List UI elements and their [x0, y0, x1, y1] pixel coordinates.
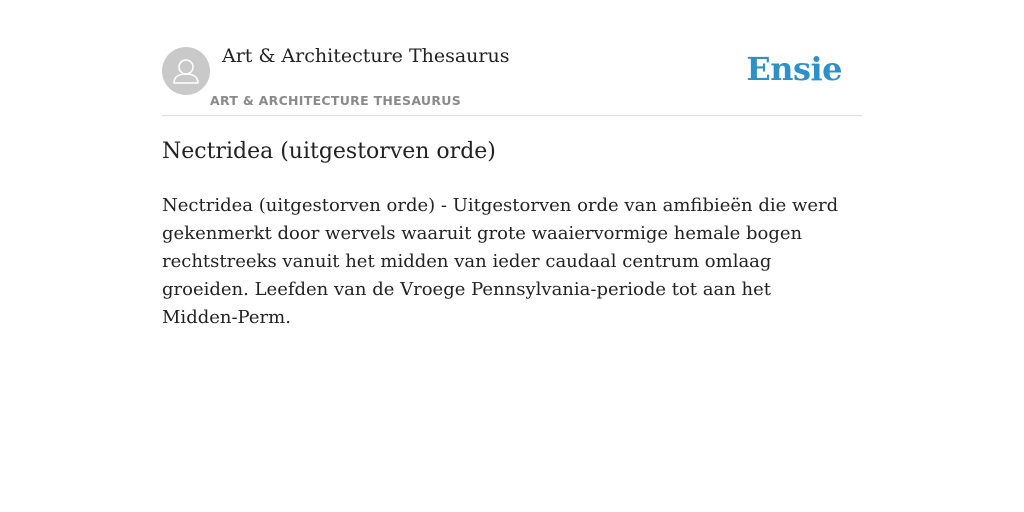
entry-title: Nectridea (uitgestorven orde) — [162, 139, 496, 164]
author-avatar[interactable] — [162, 47, 210, 95]
user-silhouette-icon — [162, 47, 210, 95]
entry-body: Nectridea (uitgestorven orde) - Uitgestorven orde van amfibieën die werd gekenmerkt door wervels waaruit grote waaiervormige hemale bogen rechtstreeks vanuit het midden van ieder caudaal centrum omlaag groeiden. Leefden van de Vroege Pennsylvania-periode tot aan het Midden-Perm. — [162, 195, 839, 328]
entry-card — [162, 0, 862, 328]
entry-header — [162, 0, 862, 116]
author-name[interactable]: Art & Architecture Thesaurus — [222, 45, 510, 67]
brand-logo[interactable]: Ensie — [746, 50, 842, 88]
source-label[interactable]: ART & ARCHITECTURE THESAURUS — [210, 93, 462, 108]
